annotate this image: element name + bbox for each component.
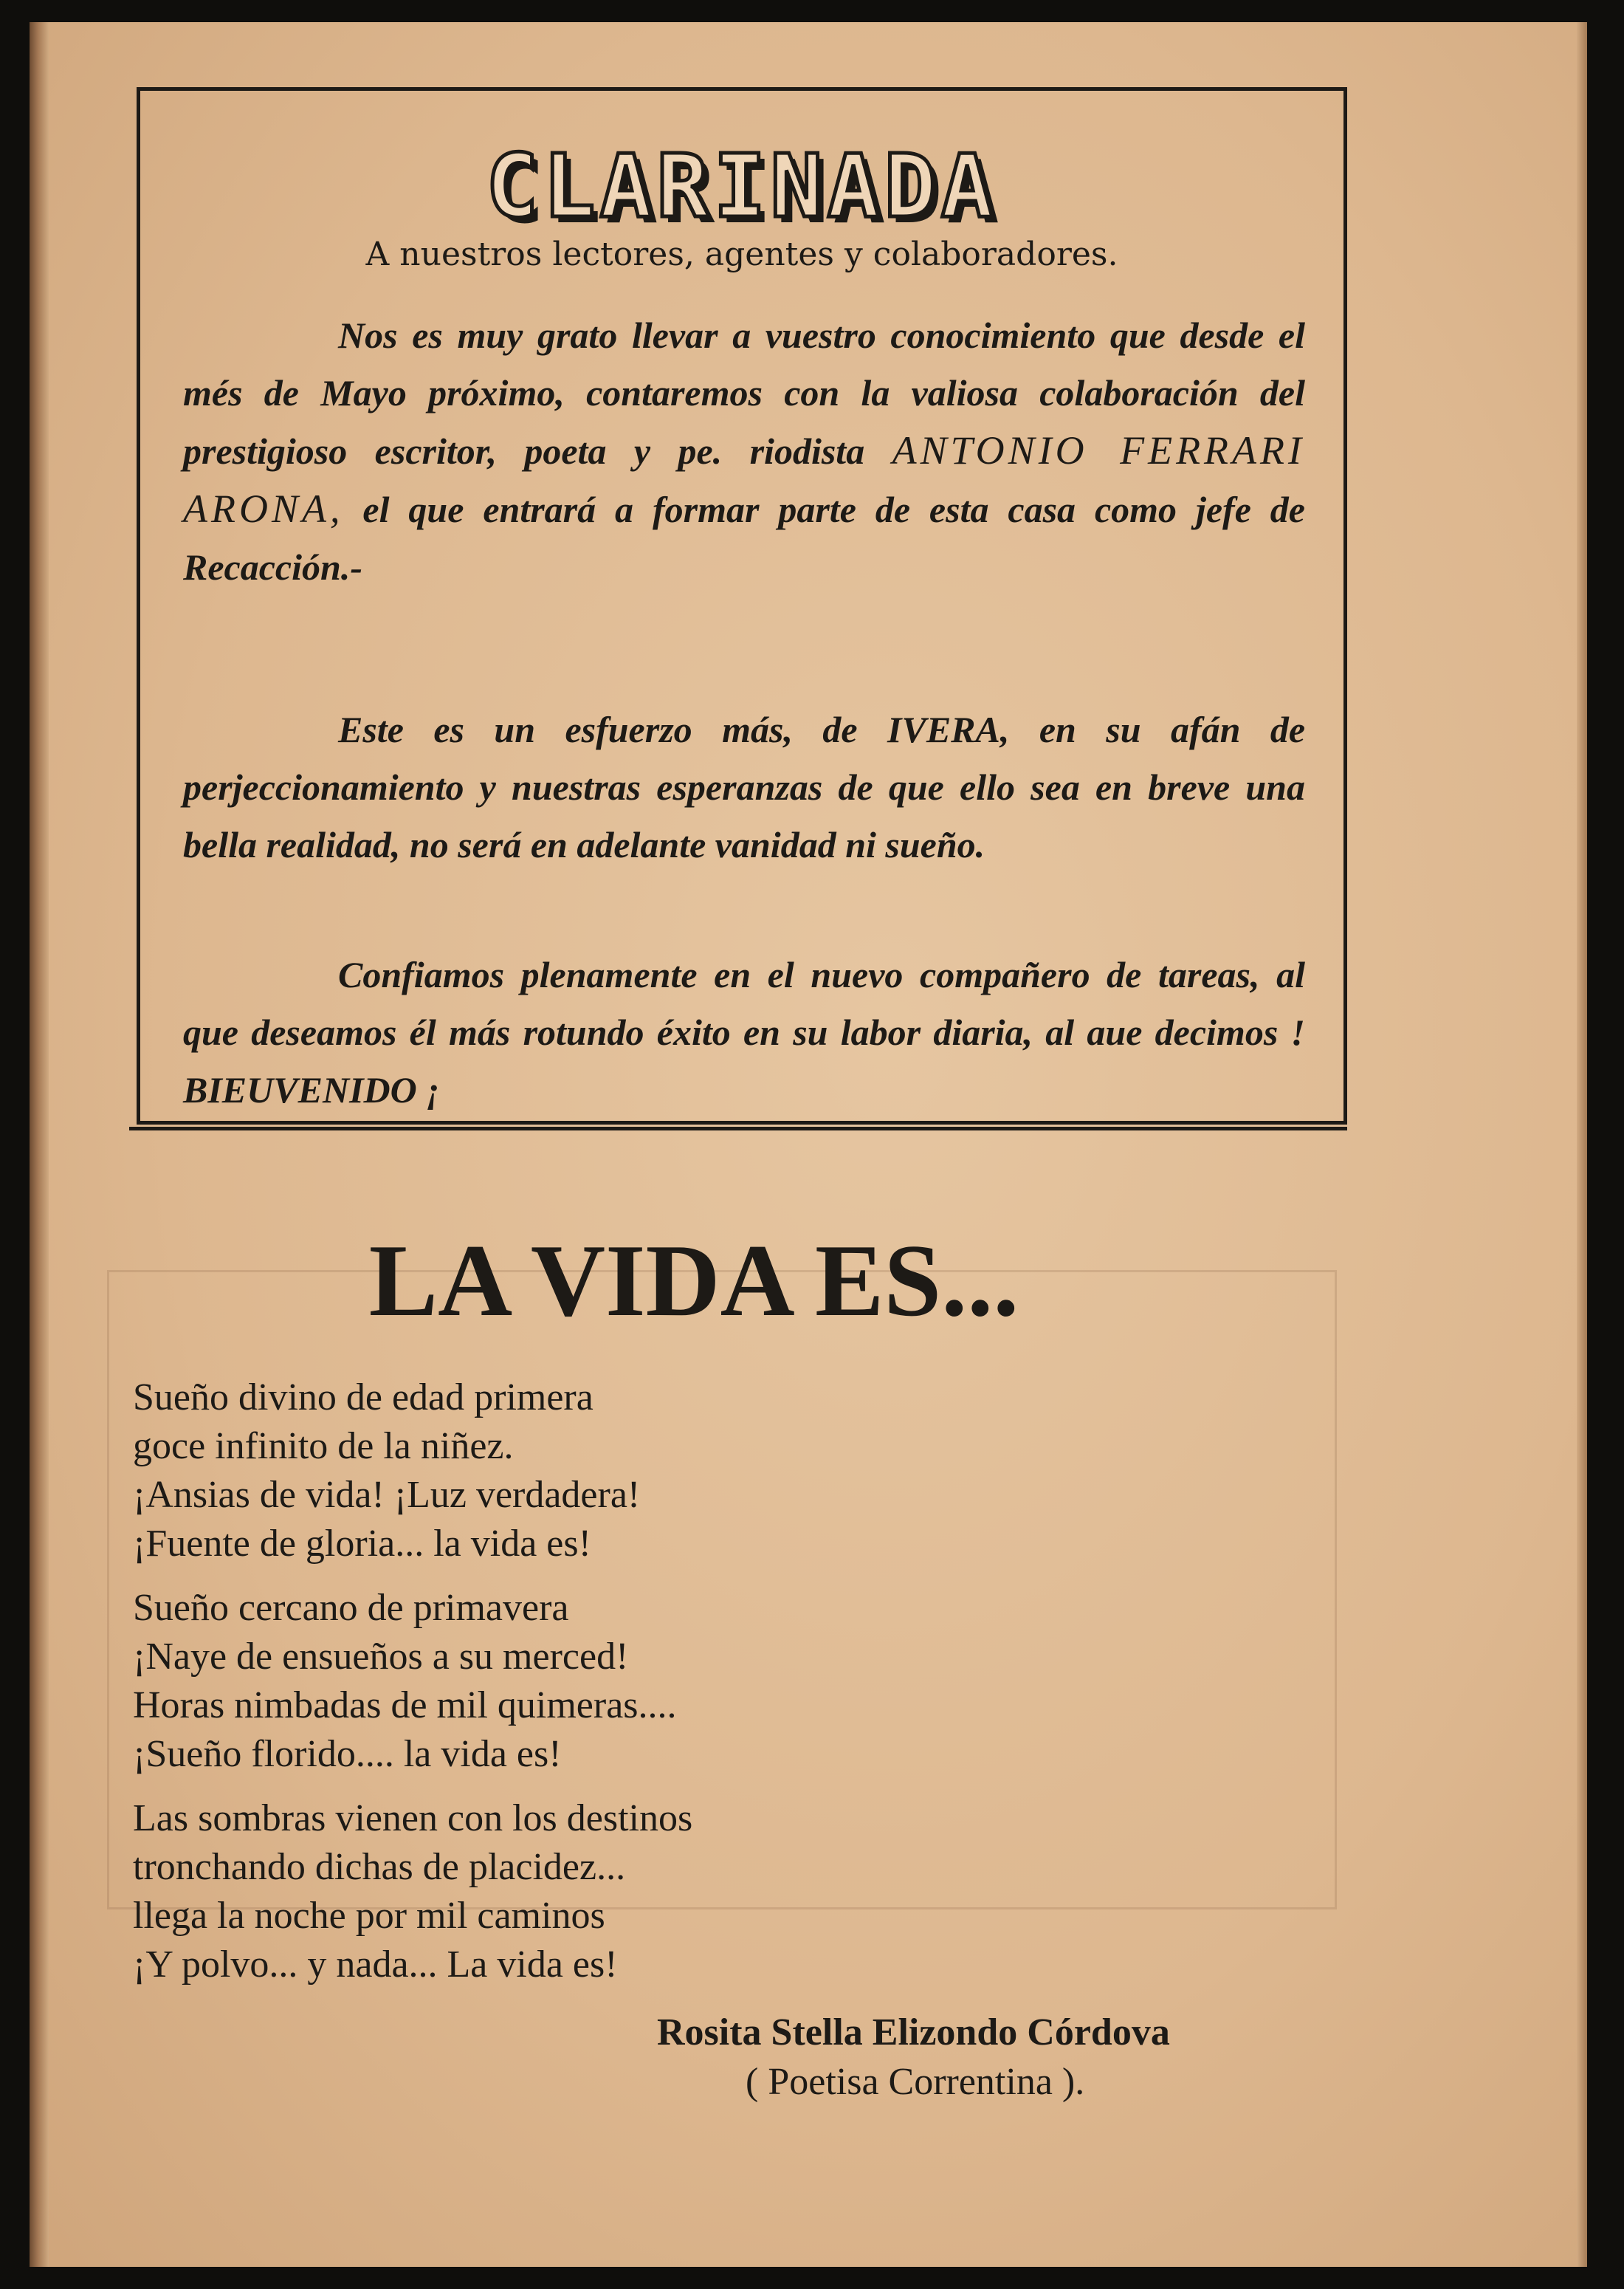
announcement-box: [137, 87, 1347, 1125]
poem-line: tronchando dichas de placidez...: [133, 1846, 626, 1888]
page-edge: [1577, 22, 1587, 2267]
poem-line: goce infinito de la niñez.: [133, 1425, 514, 1467]
poem-author-note: ( Poetisa Correntina ).: [746, 2061, 1085, 2103]
poem-stanza-2: [133, 1584, 677, 1779]
poem-line: Sueño divino de edad primera: [133, 1376, 593, 1418]
poem-line: ¡Y polvo... y nada... La vida es!: [133, 1943, 618, 1986]
announcement-paragraph-1: Nos es muy grato llevar a vuestro conocimiento que desde el més de Mayo próximo, contaremos con la valiosa colaboración del prestigioso escritor, poeta y pe. riodista ANTONIO FERRARI ARONA, el que entrará a formar parte de esta casa como jefe de Recacción.-: [183, 315, 1305, 588]
publisher-name: IVERA,: [887, 709, 1010, 750]
announcement-subtitle: A nuestros lectores, agentes y colaboradores.: [365, 236, 1118, 273]
poem-line: Sueño cercano de primavera: [133, 1587, 569, 1629]
poem-line: ¡Ansias de vida! ¡Luz verdadera!: [133, 1474, 641, 1516]
poem-stanza-1: [133, 1373, 640, 1568]
poem-stanza-3: [133, 1794, 692, 1989]
poem-line: llega la noche por mil caminos: [133, 1895, 605, 1937]
announcement-heading: CLARINADA: [486, 135, 998, 237]
announcement-underline: [129, 1127, 1347, 1130]
poem-line: ¡Naye de ensueños a su merced!: [133, 1636, 629, 1678]
welcome-exclamation: ! BIEUVENIDO ¡: [183, 1012, 1306, 1111]
announcement-paragraph-3: Confiamos plenamente en el nuevo compañero de tareas, al que deseamos él más rotundo éxito en su labor diaria, al aue decimos ! BIEUVENIDO ¡: [183, 954, 1306, 1111]
poem-line: Las sombras vienen con los destinos: [133, 1797, 693, 1839]
editor-name: ANTONIO FERRARI ARONA,: [183, 428, 1305, 531]
poem-line: Horas nimbadas de mil quimeras....: [133, 1684, 677, 1726]
magazine-page: [30, 22, 1587, 2267]
poem-title: LA VIDA ES...: [368, 1224, 1019, 1338]
announcement-paragraph-2: Este es un esfuerzo más, de IVERA, en su afán de perjeccionamiento y nuestras esperanzas de que ello sea en breve una bella realidad, no será en adelante vanidad ni sueño.: [183, 709, 1306, 865]
book-spine: [30, 22, 49, 2267]
poem-author: Rosita Stella Elizondo Córdova: [657, 2011, 1170, 2053]
poem-line: ¡Sueño florido.... la vida es!: [133, 1733, 562, 1775]
poem-line: ¡Fuente de gloria... la vida es!: [133, 1523, 591, 1565]
